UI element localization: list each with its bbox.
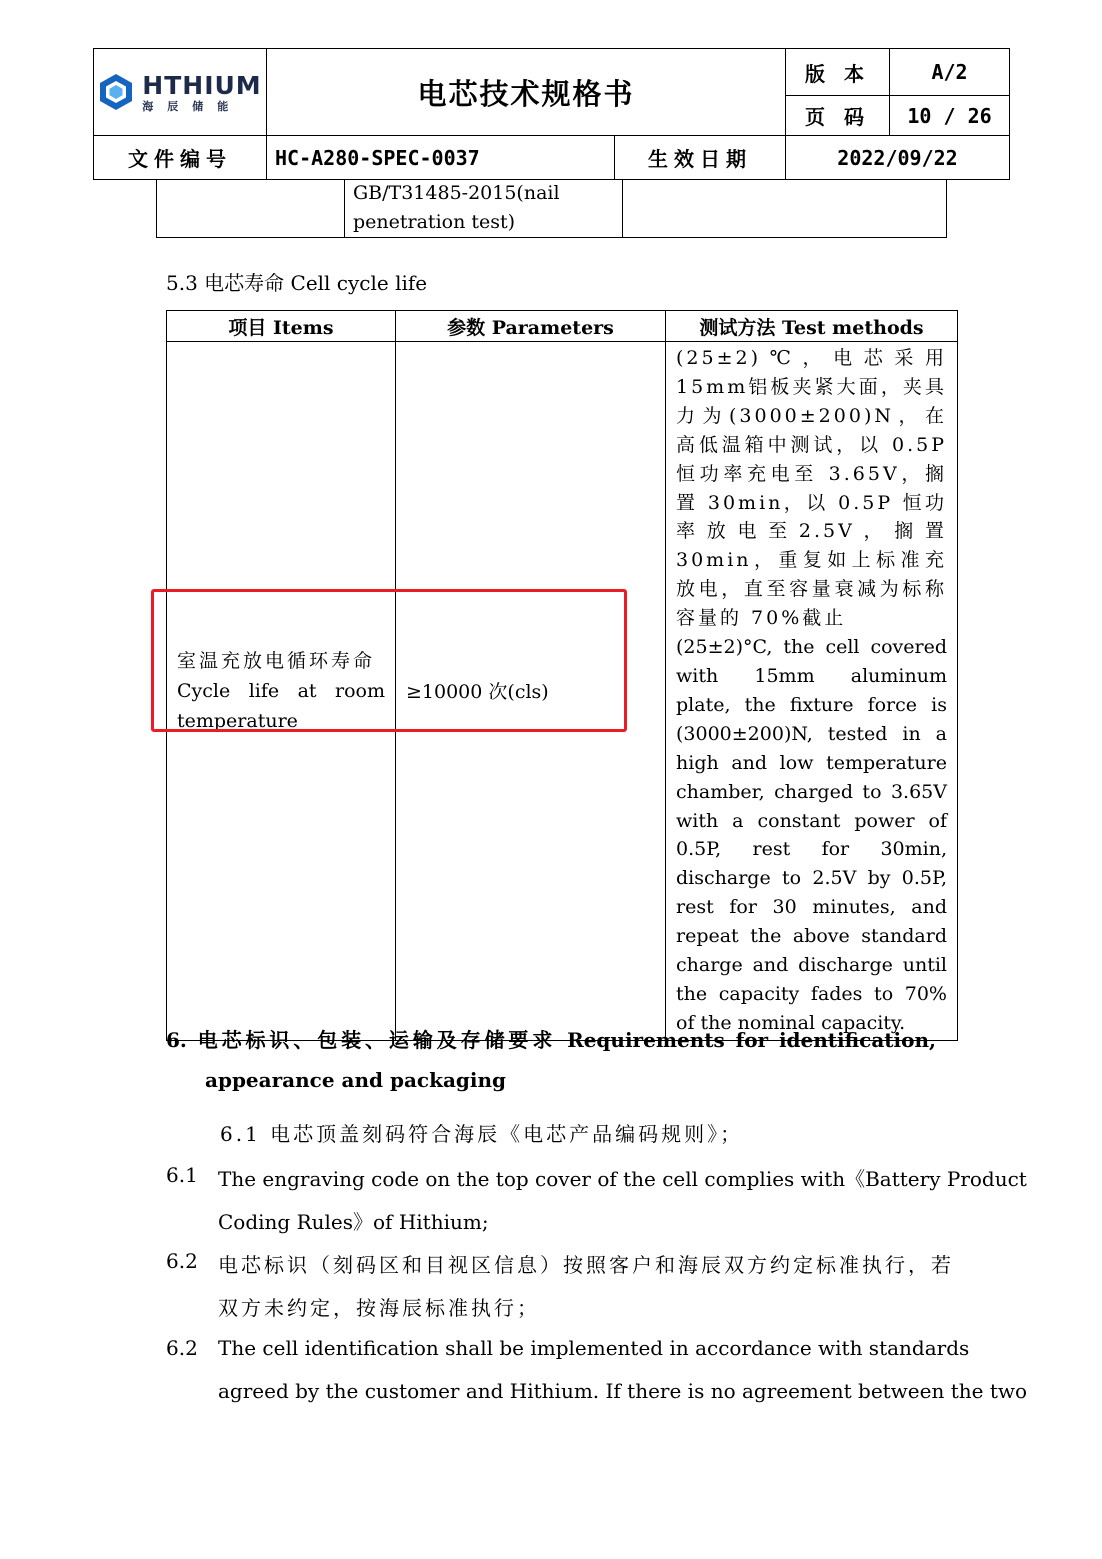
page-label: 页 码	[786, 96, 890, 136]
item-cell	[167, 342, 396, 1041]
paragraph-6-2-en-line2: agreed by the customer and Hithium. If there is no agreement between the two	[218, 1379, 1028, 1403]
logo-wordmark: HTHIUM	[142, 70, 262, 100]
paragraph-6-2-en-line1: The cell identification shall be implemented in accordance with standards	[218, 1336, 970, 1360]
hexagon-logo-icon	[98, 73, 134, 111]
paragraph-6-2-cn-line2: 双方未约定，按海辰标准执行；	[218, 1296, 540, 1320]
effective-date-value: 2022/09/22	[786, 136, 1010, 180]
paragraph-6-2-cn-line1: 电芯标识（刻码区和目视区信息）按照客户和海辰双方约定标准执行，若	[218, 1253, 954, 1277]
paragraph-label: 6.2	[166, 1249, 198, 1273]
table-cell	[157, 179, 345, 238]
item-name-cn: 室温充放电循环寿命	[177, 649, 376, 672]
section-heading-6-cont: appearance and packaging	[205, 1068, 507, 1092]
paragraph-6-1-cn: 6.1 电芯顶盖刻码符合海辰《电芯产品编码规则》；	[220, 1122, 744, 1146]
doc-number-label: 文件编号	[94, 136, 267, 180]
test-method-cell	[666, 342, 958, 1041]
version-label: 版 本	[786, 49, 890, 96]
test-method-en: (25±2)°C, the cell covered with 15mm aluminum plate, the fixture force is (3000±200)N, tested in a high and low temperature chamber, charged to 3.65V with a constant power of 0.5P, rest for 30min, discharge to 2.5V by 0.5P, rest for 30 minutes, and repeat the above standard charge and discharge until the capacity fades to 70% of the nominal capacity.	[676, 636, 947, 1034]
paragraph-6-1-en-line1: The engraving code on the top cover of the cell complies with《Battery Product	[218, 1167, 1027, 1191]
hithium-logo	[94, 70, 266, 113]
column-header-test-methods: 测试方法 Test methods	[666, 311, 958, 342]
paragraph-6-1-en-line2: Coding Rules》of Hithium;	[218, 1210, 489, 1234]
cycle-life-table	[166, 310, 958, 1041]
column-header-parameters: 参数 Parameters	[396, 311, 666, 342]
previous-table-continuation	[156, 179, 947, 238]
table-cell	[623, 179, 947, 238]
logo-cell	[94, 49, 267, 136]
section-heading-5-3: 5.3 电芯寿命 Cell cycle life	[166, 271, 428, 295]
paragraph-label: 6.2	[166, 1336, 198, 1360]
column-header-items: 项目 Items	[167, 311, 396, 342]
page-value: 10 / 26	[890, 96, 1010, 136]
item-name-en: Cycle life at room temperature	[177, 679, 385, 732]
doc-number-value: HC-A280-SPEC-0037	[267, 136, 615, 180]
paragraph-label: 6.1	[166, 1163, 198, 1187]
document-title: 电芯技术规格书	[267, 49, 786, 136]
document-header	[93, 48, 1010, 180]
table-cell: GB/T31485-2015(nail penetration test)	[345, 179, 623, 238]
test-method-cn: (25±2)℃，电芯采用 15mm铝板夹紧大面，夹具力为(3000±200)N，在高低温箱中测试，以 0.5P 恒功率充电至 3.65V，搁置 30min，以 0.5P 恒功率放电至2.5V，搁置 30min，重复如上标准充放电，直至容量衰减为标称容量的 70%截止	[676, 347, 947, 630]
parameter-cell: ≥10000 次(cls)	[396, 342, 666, 1041]
effective-date-label: 生效日期	[615, 136, 786, 180]
section-heading-6: 6. 电芯标识、包装、运输及存储要求 Requirements for identification,	[166, 1028, 936, 1052]
table-row	[167, 342, 958, 1041]
version-value: A/2	[890, 49, 1010, 96]
logo-subtitle: 海辰储能	[142, 99, 243, 113]
